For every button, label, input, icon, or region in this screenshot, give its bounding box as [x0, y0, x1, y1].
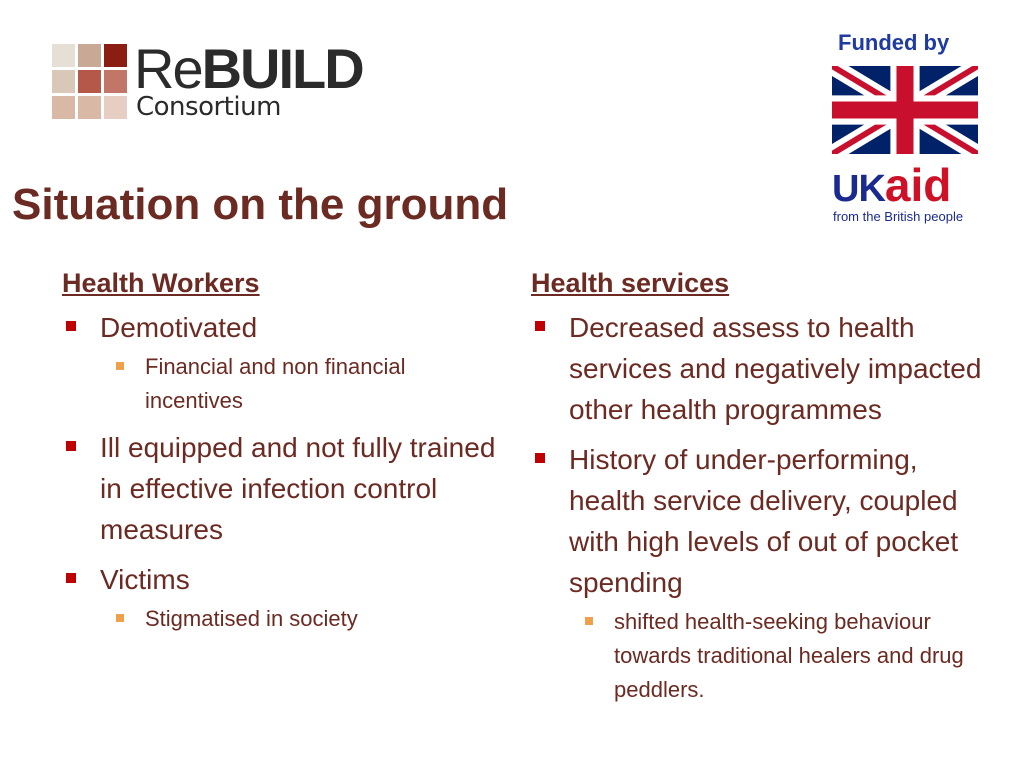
slide-title: Situation on the ground	[12, 180, 509, 229]
logo-consortium: Consortium	[136, 92, 281, 122]
sub-bullet-icon	[116, 362, 124, 370]
sub-list-item: Stigmatised in society	[100, 602, 502, 636]
list-item: Victims Stigmatised in society	[62, 559, 502, 636]
logo-grid-icon	[52, 44, 128, 120]
logo-wordmark: ReBUILD	[134, 37, 363, 100]
bullet-icon	[535, 453, 545, 463]
funded-by-label: Funded by	[838, 30, 950, 55]
sub-bullet-icon	[585, 617, 593, 625]
sub-list-item: shifted health-seeking behaviour towards traditional healers and drug peddlers.	[569, 605, 991, 707]
bullet-icon	[66, 321, 76, 331]
list-item: Ill equipped and not fully trained in effective infection control measures	[62, 427, 502, 550]
column-heading: Health Workers	[62, 268, 260, 298]
list-item: Decreased assess to health services and negatively impacted other health programmes	[531, 307, 991, 430]
health-services-column	[531, 268, 991, 716]
union-jack-icon	[832, 66, 978, 154]
bullet-list	[62, 307, 502, 636]
bullet-icon	[66, 573, 76, 583]
ukaid-tagline: from the British people	[833, 209, 964, 224]
column-heading: Health services	[531, 268, 730, 298]
ukaid-wordmark: UKaid	[832, 159, 952, 211]
bullet-icon	[66, 441, 76, 451]
list-item: History of under-performing, health service delivery, coupled with high levels of out of pocket spending shifted health-seeking behaviour towards traditional healers and drug peddlers.	[531, 439, 991, 707]
sub-list-item: Financial and non financial incentives	[100, 350, 502, 418]
rebuild-logo	[52, 37, 372, 124]
bullet-icon	[535, 321, 545, 331]
bullet-list	[531, 307, 991, 707]
sub-bullet-icon	[116, 614, 124, 622]
health-workers-column	[62, 268, 502, 645]
list-item: Demotivated Financial and non financial incentives	[62, 307, 502, 418]
